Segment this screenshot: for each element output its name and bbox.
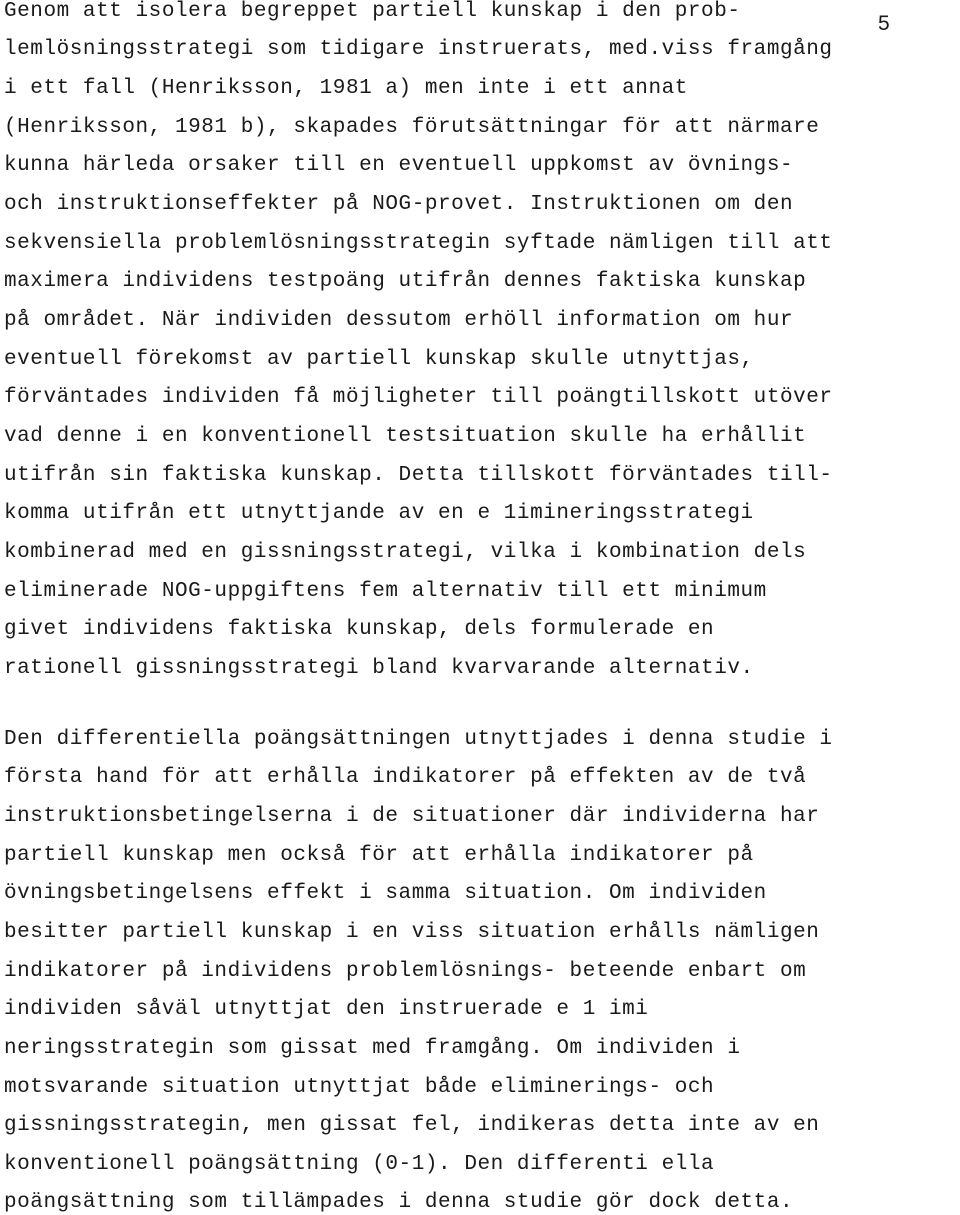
text-line: maximera individens testpoäng utifrån dennes faktiska kunskap [4,270,807,293]
text-line: poängsättning som tillämpades i denna studie gör dock detta. [4,1191,794,1214]
text-line: och instruktionseffekter på NOG-provet. Instruktionen om den [4,193,794,216]
text-line: vad denne i en konventionell testsituation skulle ha erhållit [4,425,807,448]
text-line: givet individens faktiska kunskap, dels formulerade en [4,618,715,641]
text-line: lemlösningsstrategi som tidigare instruerats, med.viss framgång [4,38,833,61]
text-line: besitter partiell kunskap i en viss situation erhålls nämligen [4,921,820,944]
text-line: övningsbetingelsens effekt i samma situation. Om individen [4,882,767,905]
text-line: indikatorer på individens problemlösnings- beteende enbart om [4,960,807,983]
text-line: sekvensiella problemlösningsstrategin syftade nämligen till att [4,232,833,255]
text-line: partiell kunskap men också för att erhålla indikatorer på [4,844,754,867]
text-line: Den differentiella poängsättningen utnyttjades i denna studie i [4,728,833,751]
text-line: utifrån sin faktiska kunskap. Detta tillskott förväntades till- [4,464,833,487]
text-line: eventuell förekomst av partiell kunskap skulle utnyttjas, [4,348,754,371]
text-line: komma utifrån ett utnyttjande av en e 1imineringsstrategi [4,502,754,525]
text-line: första hand för att erhålla indikatorer på effekten av de två [4,766,807,789]
text-line: instruktionsbetingelserna i de situationer där individerna har [4,805,820,828]
text-line: i ett fall (Henriksson, 1981 a) men inte i ett annat [4,77,688,100]
text-line: (Henriksson, 1981 b), skapades förutsättningar för att närmare [4,116,820,139]
text-line: eliminerade NOG-uppgiftens fem alternativ till ett minimum [4,580,767,603]
text-line: förväntades individen få möjligheter till poängtillskott utöver [4,386,833,409]
text-line: rationell gissningsstrategi bland kvarvarande alternativ. [4,657,754,680]
text-line: konventionell poängsättning (0-1). Den differenti ella [4,1153,715,1176]
text-line: kombinerad med en gissningsstrategi, vilka i kombination dels [4,541,807,564]
text-line: individen såväl utnyttjat den instruerade e 1 imi [4,998,649,1021]
text-line: kunna härleda orsaker till en eventuell uppkomst av övnings- [4,154,794,177]
text-line: motsvarande situation utnyttjat både eliminerings- och [4,1076,715,1099]
page-number: 5 [878,12,890,35]
text-line: på området. När individen dessutom erhöll information om hur [4,309,794,332]
text-line: neringsstrategin som gissat med framgång. Om individen i [4,1037,741,1060]
text-line: gissningsstrategin, men gissat fel, indikeras detta inte av en [4,1114,820,1137]
text-line: Genom att isolera begreppet partiell kunskap i den prob- [4,0,741,23]
